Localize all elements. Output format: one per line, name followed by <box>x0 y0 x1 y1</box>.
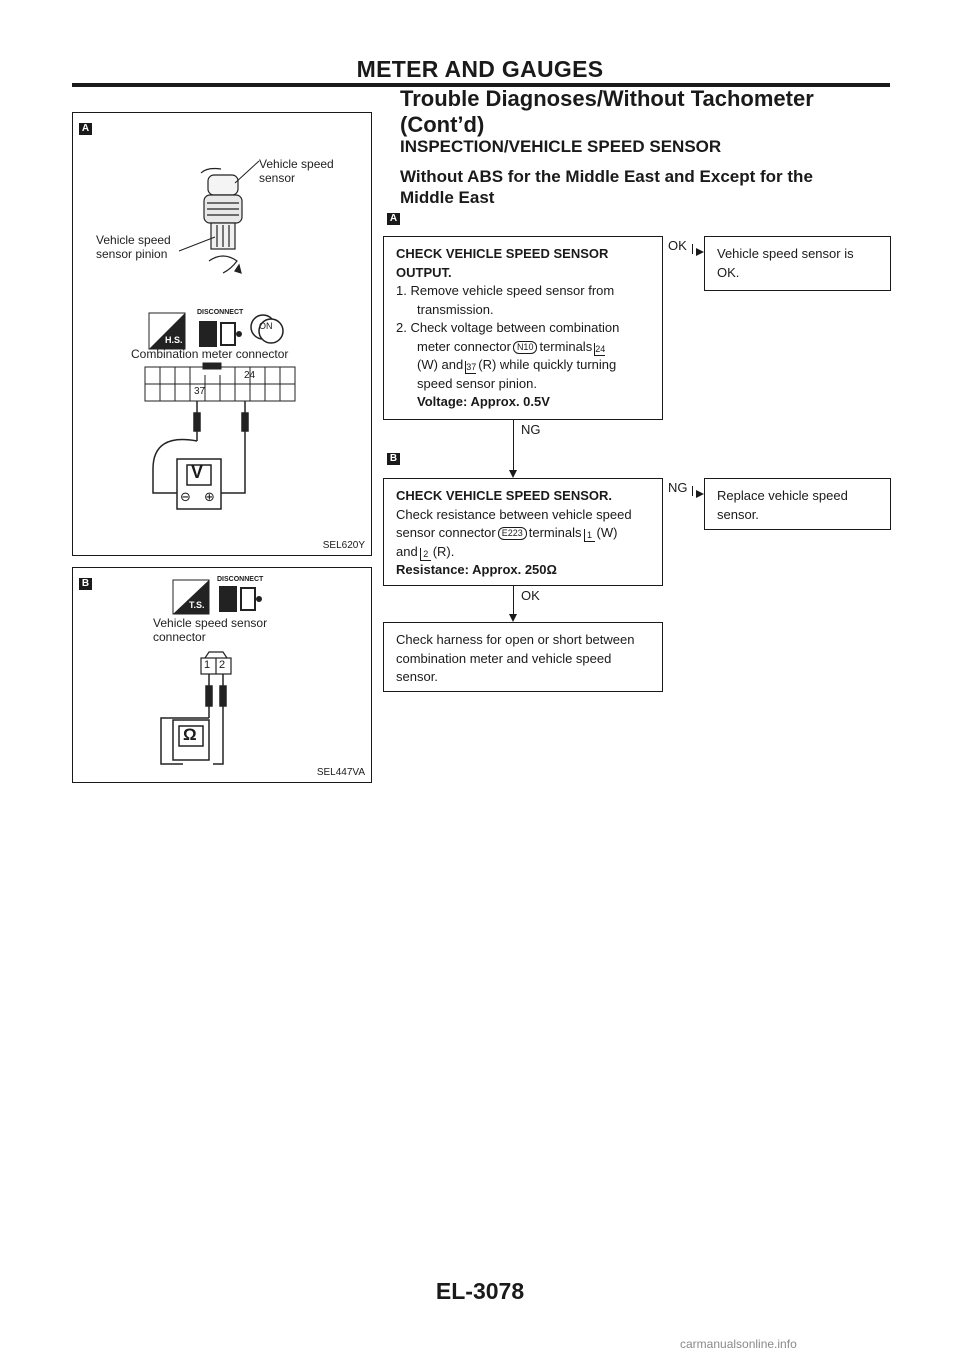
label-vehicle-speed-sensor-line2: sensor <box>259 171 296 185</box>
plus-terminal: ⊕ <box>204 489 215 504</box>
label-combination-meter-connector: Combination meter connector <box>131 347 289 361</box>
figure-b-code: SEL447VA <box>316 767 365 778</box>
step2-line3 <box>396 543 650 562</box>
section-subtitle-line2: Middle East <box>400 188 495 207</box>
arrow-down-icon-2 <box>509 614 517 622</box>
step1-title-2: OUTPUT. <box>396 264 452 280</box>
section-title: INSPECTION/VEHICLE SPEED SENSOR <box>400 137 722 156</box>
figure-a <box>72 112 372 556</box>
step2-line3-pre: and <box>396 543 418 559</box>
label-pinion-line2: sensor pinion <box>96 247 168 261</box>
step2-ng-connector-vertical <box>692 486 693 496</box>
pin-24-label: 24 <box>244 370 256 381</box>
result1-box <box>704 236 891 291</box>
arrow-right-icon-2 <box>696 490 704 498</box>
arrow-right-icon <box>696 248 704 256</box>
step3-box <box>383 622 663 692</box>
disconnect-icon <box>199 321 242 347</box>
page-number: EL-3078 <box>435 1278 525 1304</box>
page-header-title: METER AND GAUGES <box>356 56 604 82</box>
terminal-1-icon: 1 <box>584 529 595 542</box>
ohm-symbol: Ω <box>183 725 197 744</box>
flow-badge-a: A <box>387 213 400 225</box>
label-vehicle-speed-sensor-line1: Vehicle speed <box>259 157 334 171</box>
step1-line2b-pre: meter connector <box>417 338 511 354</box>
page-subtitle <box>400 86 814 138</box>
step2-ok-connector <box>513 586 514 614</box>
figure-b-drawing <box>73 568 371 782</box>
hs-label: H.S. <box>165 335 183 345</box>
step1-title-1: CHECK VEHICLE SPEED SENSOR <box>396 246 609 261</box>
step1-line2c-post: (R) while quickly turning <box>478 357 617 372</box>
section-subtitle <box>400 166 880 208</box>
step3-line1: Check harness for open or short between <box>396 632 635 647</box>
result1-line1: Vehicle speed sensor is <box>717 246 854 261</box>
section-subtitle-line1: Without ABS for the Middle East and Except for the <box>400 167 813 186</box>
pin-2-label: 2 <box>219 659 226 671</box>
terminal-24-icon: 24 <box>595 343 606 354</box>
page-subtitle-line2: (Cont’d) <box>400 112 485 137</box>
step1-ok-connector-vertical <box>692 244 693 254</box>
figure-a-badge: A <box>79 123 92 135</box>
on-label: ON <box>259 321 273 331</box>
leader-line-pinion <box>179 237 215 251</box>
step1-line2: 2. Check voltage between combination <box>396 320 620 335</box>
step2-line3-post: (R). <box>432 543 455 559</box>
step1-line2b-post: terminals <box>539 338 593 354</box>
disconnect-icon-b <box>219 586 262 612</box>
minus-terminal: ⊖ <box>180 489 191 504</box>
step2-line2-post: terminals <box>528 525 582 540</box>
step1-ng-connector <box>513 420 514 470</box>
step2-line2 <box>396 524 650 543</box>
label-sensor-connector-line2: connector <box>153 630 206 644</box>
combination-meter-connector <box>145 363 295 401</box>
label-vehicle-speed-sensor-connector <box>153 616 267 644</box>
step2-spec: Resistance: Approx. 250Ω <box>396 562 557 577</box>
step2-line2-tail: (W) <box>596 525 618 540</box>
step1-spec: Voltage: Approx. 0.5V <box>417 394 550 409</box>
disconnect-label-b: DISCONNECT <box>217 576 264 583</box>
arrow-down-icon <box>509 470 517 478</box>
leader-line-sensor <box>235 161 259 183</box>
step1-line2c-pre: (W) and <box>417 357 464 372</box>
label-vehicle-speed-sensor <box>259 157 334 185</box>
step1-line2c <box>396 356 650 375</box>
step1-line2b <box>396 338 650 357</box>
flow-badge-b: B <box>387 453 400 465</box>
step1-ok-label: OK <box>668 238 687 253</box>
result2-line1: Replace vehicle speed <box>717 488 848 503</box>
step3-line3: sensor. <box>396 669 438 684</box>
step2-line1: Check resistance between vehicle speed <box>396 506 632 522</box>
step2-title: CHECK VEHICLE SPEED SENSOR. <box>396 488 612 503</box>
connector-n10-icon: N10 <box>513 341 538 354</box>
step1-line2d: speed sensor pinion. <box>417 375 537 391</box>
connector-e223-icon: E223 <box>498 527 527 540</box>
label-pinion-line1: Vehicle speed <box>96 233 171 247</box>
terminal-37-icon: 37 <box>466 362 477 372</box>
step2-ok-label: OK <box>521 588 540 603</box>
page-subtitle-line1: Trouble Diagnoses/Without Tachometer <box>400 86 814 111</box>
step3-line2: combination meter and vehicle speed <box>396 650 612 666</box>
result2-box <box>704 478 891 530</box>
step2-ng-label: NG <box>668 480 688 495</box>
step1-line1: 1. Remove vehicle speed sensor from <box>396 283 615 298</box>
speed-sensor-illustration <box>201 169 242 274</box>
label-sensor-connector-line1: Vehicle speed sensor <box>153 616 268 630</box>
result2-line2: sensor. <box>717 506 759 522</box>
pin-1-label: 1 <box>204 659 211 671</box>
figure-b <box>72 567 372 783</box>
disconnect-label: DISCONNECT <box>197 309 244 316</box>
step1-line1b: transmission. <box>417 301 494 317</box>
voltmeter-symbol: V <box>191 462 204 482</box>
figure-a-code: SEL620Y <box>322 540 365 551</box>
result1-line2: OK. <box>717 264 740 280</box>
step1-check-box <box>383 236 663 420</box>
step2-check-box <box>383 478 663 586</box>
step2-line2-pre: sensor connector <box>396 525 496 540</box>
step1-ng-label: NG <box>521 422 541 437</box>
figure-b-badge: B <box>79 578 92 590</box>
watermark: carmanualsonline.info <box>680 1337 797 1351</box>
label-vehicle-speed-sensor-pinion <box>96 233 171 261</box>
ts-label: T.S. <box>189 600 205 610</box>
pin-37-label: 37 <box>194 386 206 397</box>
terminal-2-icon: 2 <box>420 548 431 561</box>
